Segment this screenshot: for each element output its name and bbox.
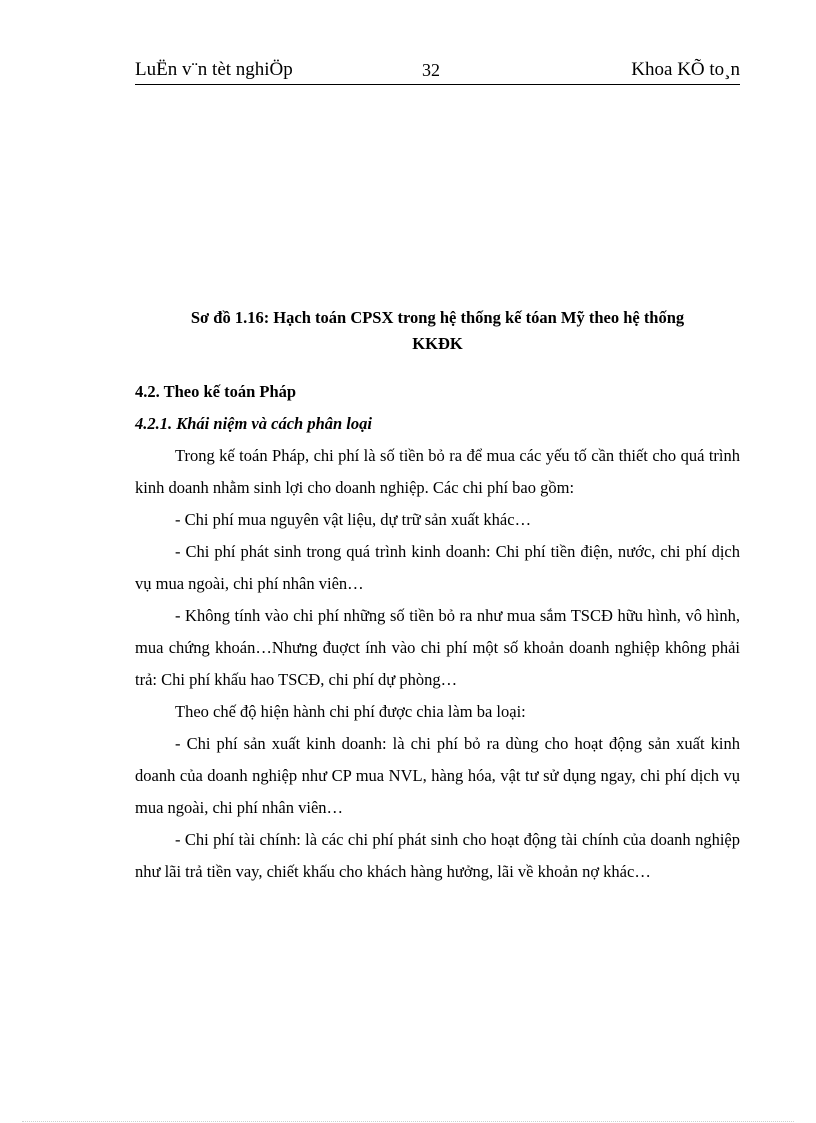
section-heading: 4.2. Theo kế toán Pháp [135, 382, 297, 401]
page-header [135, 56, 740, 85]
paragraph-definition: Trong kế toán Pháp, chi phí là số tiền bỏ ra để mua các yếu tố cần thiết cho quá trình kinh doanh nhằm sinh lợi cho doanh nghiệp. Các chi phí bao gồm: [135, 446, 740, 497]
figure-caption-line-1: Sơ đồ 1.16: Hạch toán CPSX trong hệ thống kế tóan Mỹ theo hệ thống [190, 308, 685, 327]
paragraph-bullet-operating-costs: - Chi phí phát sinh trong quá trình kinh doanh: Chi phí tiền điện, nước, chi phí dịch vụ mua ngoài, chi phí nhân viên… [135, 542, 740, 593]
header-thesis-title: LuËn v¨n tèt nghiÖp [135, 59, 293, 80]
figure-caption [135, 305, 740, 357]
subsection-heading: 4.2.1. Khái niệm và cách phân loại [135, 414, 372, 433]
footer-divider [22, 1121, 794, 1122]
paragraph-bullet-production-costs: - Chi phí sản xuất kinh doanh: là chi phí bỏ ra dùng cho hoạt động sản xuất kinh doanh của doanh nghiệp như CP mua NVL, hàng hóa, vật tư sử dụng ngay, chi phí dịch vụ mua ngoài, chi phí nhân viên… [135, 734, 740, 817]
header-department: Khoa KÕ to¸n [631, 59, 740, 80]
page-number: 32 [422, 60, 440, 80]
paragraph-bullet-financial-costs: - Chi phí tài chính: là các chi phí phát sinh cho hoạt động tài chính của doanh nghiệp như lãi trả tiền vay, chiết khấu cho khách hàng hưởng, lãi về khoản nợ khác… [135, 830, 740, 881]
paragraph-bullet-materials: - Chi phí mua nguyên vật liệu, dự trữ sản xuất khác… [175, 510, 532, 529]
figure-caption-line-2: KKĐK [412, 334, 463, 353]
paragraph-classification-intro: Theo chế độ hiện hành chi phí được chia làm ba loại: [175, 702, 526, 721]
document-body [135, 376, 740, 888]
paragraph-bullet-exclusions: - Không tính vào chi phí những số tiền bỏ ra như mua sắm TSCĐ hữu hình, vô hình, mua chứng khoán…Nhưng đuợct ính vào chi phí một số khoản doanh nghiệp không phải trả: Chi phí khấu hao TSCĐ, chi phí dự phòng… [135, 606, 740, 689]
